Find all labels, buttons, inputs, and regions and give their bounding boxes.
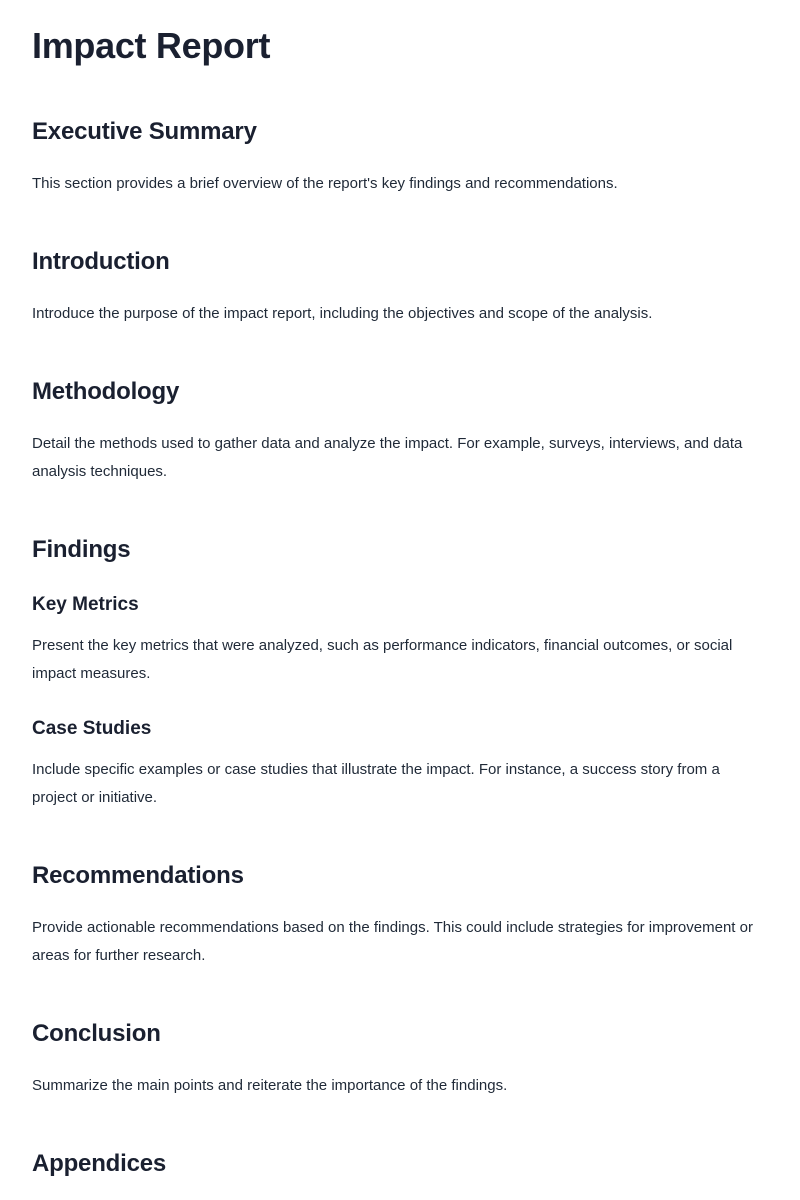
section-text: Summarize the main points and reiterate the importance of the findings. xyxy=(32,1077,508,1094)
section-findings xyxy=(32,534,768,812)
section-methodology xyxy=(32,376,768,486)
section-heading: Findings xyxy=(32,536,131,563)
subsection-text: Present the key metrics that were analyzed, such as performance indicators, financial outcomes, or social impact measures. xyxy=(32,637,733,682)
section-heading: Conclusion xyxy=(32,1020,161,1047)
section-text: Detail the methods used to gather data and analyze the impact. For example, surveys, interviews, and data analysis techniques. xyxy=(32,435,743,480)
section-heading: Recommendations xyxy=(32,862,244,889)
subsection-key-metrics xyxy=(32,592,768,688)
section-text: Introduce the purpose of the impact report, including the objectives and scope of the analysis. xyxy=(32,305,653,322)
section-heading: Methodology xyxy=(32,378,180,405)
section-executive-summary xyxy=(32,116,768,198)
section-conclusion xyxy=(32,1018,768,1100)
section-recommendations xyxy=(32,860,768,970)
subsection-heading: Case Studies xyxy=(32,718,152,739)
section-text: Provide actionable recommendations based on the findings. This could include strategies for improvement or areas for further research. xyxy=(32,919,753,964)
section-text: This section provides a brief overview of the report's key findings and recommendations. xyxy=(32,175,618,192)
subsection-case-studies xyxy=(32,716,768,812)
subsection-heading: Key Metrics xyxy=(32,594,139,615)
section-heading: Executive Summary xyxy=(32,118,257,145)
section-appendices xyxy=(32,1148,768,1180)
page-title: Impact Report xyxy=(32,25,271,66)
section-heading: Introduction xyxy=(32,248,170,275)
section-introduction xyxy=(32,246,768,328)
subsection-text: Include specific examples or case studies that illustrate the impact. For instance, a success story from a project or initiative. xyxy=(32,761,720,806)
section-heading: Appendices xyxy=(32,1150,167,1177)
